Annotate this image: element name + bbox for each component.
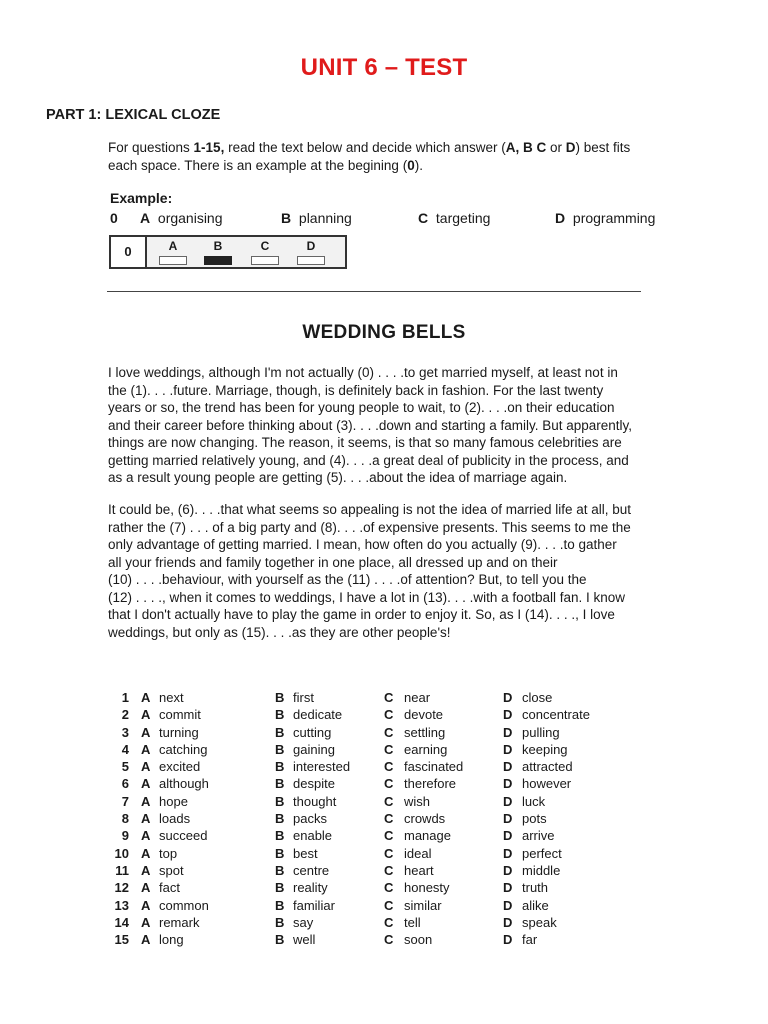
option-letter: A <box>141 897 151 913</box>
option-letter: D <box>503 741 513 757</box>
instr-text: ). <box>414 158 423 173</box>
text-line: the (1). . . .future. Marriage, though, is definitely back in fashion. For the last twenty <box>108 382 604 398</box>
text-line: years or so, the trend has been for young people to wait, to (2). . . .on their education <box>108 400 615 415</box>
text-line: I love weddings, although I'm not actually (0) . . . .to get married myself, at least not in <box>108 365 618 380</box>
option-word: close <box>522 690 553 705</box>
option-word: alike <box>522 897 549 913</box>
question-number: 15 <box>114 932 129 948</box>
option-letter: B <box>275 897 285 913</box>
answer-letter: A <box>168 239 178 253</box>
option-word: middle <box>522 862 561 878</box>
question-number: 4 <box>121 741 129 757</box>
option-word: reality <box>293 880 328 896</box>
option-letter: C <box>384 811 394 827</box>
option-letter: B <box>275 741 285 757</box>
question-number: 13 <box>114 897 129 913</box>
option-word: concentrate <box>522 707 590 723</box>
option-word: well <box>293 932 316 948</box>
example-option-a <box>140 210 223 226</box>
question-number: 11 <box>115 862 129 878</box>
paragraph-1 <box>108 364 648 487</box>
instr-text: For questions <box>108 140 194 155</box>
instr-text: or <box>546 140 566 155</box>
option-word: succeed <box>159 828 208 844</box>
option-word: however <box>522 776 572 792</box>
option-word: speak <box>522 914 557 930</box>
option-letter: B <box>275 759 285 775</box>
question-number: 7 <box>121 793 129 809</box>
option-word: ideal <box>404 845 432 861</box>
option-word: planning <box>298 210 352 226</box>
option-letter: A <box>141 914 151 930</box>
example-option-d <box>555 210 655 226</box>
option-letter: C <box>384 845 394 861</box>
question-number: 14 <box>114 914 129 930</box>
option-letter: B <box>275 793 285 809</box>
option-letter: B <box>275 690 285 705</box>
example-num: 0 <box>110 210 118 226</box>
option-letter: C <box>384 914 394 930</box>
option-letter: C <box>384 707 394 723</box>
example-label: Example: <box>110 190 173 206</box>
instr-bold: D <box>565 140 576 155</box>
option-letter: C <box>384 880 394 896</box>
option-word: near <box>404 690 431 705</box>
option-letter: B <box>281 210 292 226</box>
option-word: therefore <box>404 776 457 792</box>
option-word: targeting <box>435 210 491 226</box>
option-letter: B <box>275 845 285 861</box>
option-word: loads <box>159 811 191 827</box>
option-letter: A <box>141 741 151 757</box>
text-line: (10) . . . .behaviour, with yourself as the (11) . . . .of attention? But, to tell you the <box>108 572 587 587</box>
option-letter: D <box>503 880 513 896</box>
option-letter: B <box>275 776 285 792</box>
option-word: top <box>159 845 178 861</box>
option-letter: D <box>503 811 513 827</box>
text-line: It could be, (6). . . .that what seems so appealing is not the idea of married life at all, but <box>108 502 632 517</box>
instr-text: read the text below and decide which answer ( <box>224 140 506 155</box>
option-word: similar <box>404 897 442 913</box>
page-title: UNIT 6 – TEST <box>300 54 468 81</box>
option-letter: B <box>275 914 285 930</box>
option-letter: C <box>384 741 394 757</box>
option-letter: D <box>503 690 513 705</box>
option-word: luck <box>522 793 546 809</box>
option-letter: B <box>275 880 285 896</box>
option-word: wish <box>404 793 431 809</box>
option-letter: C <box>384 776 394 792</box>
option-letter: D <box>503 759 513 775</box>
option-word: commit <box>159 707 201 723</box>
option-word: organising <box>157 210 223 226</box>
option-letter: A <box>141 690 151 705</box>
option-word: remark <box>159 914 200 930</box>
question-number: 2 <box>121 707 129 723</box>
option-word: centre <box>293 862 330 878</box>
option-word: thought <box>293 793 337 809</box>
option-word: truth <box>522 880 549 896</box>
example-option-b <box>281 210 352 226</box>
option-word: crowds <box>404 811 446 827</box>
text-line: only advantage of getting married. I mean, how often do you actually (9). . . .to gather <box>108 537 617 552</box>
option-word: next <box>159 690 184 705</box>
option-letter: B <box>275 724 285 740</box>
example-number <box>110 210 118 226</box>
option-letter: A <box>141 828 151 844</box>
option-letter: A <box>141 776 151 792</box>
option-letter: D <box>503 897 513 913</box>
option-letter: C <box>384 932 394 948</box>
instructions <box>108 139 648 175</box>
option-letter: C <box>384 897 394 913</box>
option-letter: A <box>141 932 151 948</box>
text-line: that I don't actually have to play the game in order to enjoy it. So, as I (14). . . ., I love <box>108 607 615 622</box>
option-word: programming <box>572 210 656 226</box>
option-letter: C <box>384 759 394 775</box>
divider <box>107 291 641 292</box>
option-letter: D <box>503 862 513 878</box>
option-word: although <box>159 776 209 792</box>
option-letter: D <box>503 707 513 723</box>
instr-text: ) best fits <box>575 140 631 155</box>
text-line: things are now changing. The reason, it seems, is that so many famous celebrities are <box>108 435 622 450</box>
option-word: despite <box>293 776 335 792</box>
option-word: devote <box>404 707 444 723</box>
option-letter: B <box>275 707 285 723</box>
option-letter: B <box>275 828 285 844</box>
text-title: WEDDING BELLS <box>302 322 466 343</box>
option-letter: B <box>275 932 285 948</box>
text-line: as a result young people are getting (5). . . .about the idea of marriage again. <box>108 470 568 485</box>
option-word: best <box>293 845 318 861</box>
option-word: enable <box>293 828 333 844</box>
option-word: perfect <box>522 845 562 861</box>
option-word: fact <box>159 880 180 896</box>
option-word: far <box>522 932 538 948</box>
option-word: say <box>293 914 314 930</box>
instr-bold: 0 <box>407 158 415 173</box>
option-word: cutting <box>293 724 332 740</box>
question-number: 3 <box>121 724 129 740</box>
option-letter: D <box>555 210 566 226</box>
option-word: arrive <box>522 828 555 844</box>
option-word: first <box>293 690 314 705</box>
option-letter: D <box>503 793 513 809</box>
option-letter: A <box>141 880 151 896</box>
answer-option-d <box>297 239 325 265</box>
option-letter: A <box>140 210 151 226</box>
option-letter: C <box>384 828 394 844</box>
option-letter: D <box>503 724 513 740</box>
option-word: catching <box>159 741 208 757</box>
option-word: packs <box>293 811 327 827</box>
option-letter: C <box>384 793 394 809</box>
answer-letter: B <box>213 239 223 253</box>
option-letter: C <box>384 690 394 705</box>
option-letter: B <box>275 862 285 878</box>
answer-letter: D <box>306 239 316 253</box>
option-word: keeping <box>522 741 568 757</box>
question-number: 12 <box>114 880 129 896</box>
option-letter: A <box>141 793 151 809</box>
option-word: spot <box>159 862 184 878</box>
option-word: pulling <box>522 724 560 740</box>
option-letter: A <box>141 724 151 740</box>
option-word: earning <box>404 741 448 757</box>
paragraph-2 <box>108 501 648 641</box>
option-word: settling <box>404 724 446 740</box>
option-word: fascinated <box>404 759 464 775</box>
option-word: pots <box>522 811 547 827</box>
option-letter: D <box>503 914 513 930</box>
option-word: manage <box>404 828 451 844</box>
option-word: turning <box>159 724 199 740</box>
option-word: hope <box>159 793 188 809</box>
text-line: weddings, but only as (15). . . .as they are other people's! <box>108 624 451 640</box>
question-number: 6 <box>121 776 129 792</box>
question-number: 9 <box>121 828 129 844</box>
answer-bubble <box>297 256 325 265</box>
question-number: 1 <box>121 690 129 705</box>
example-option-c <box>418 210 490 226</box>
option-letter: A <box>141 707 151 723</box>
option-word: dedicate <box>293 707 343 723</box>
text-line: and their career before thinking about (3). . . .down and starting a family. But apparently, <box>108 417 633 433</box>
answer-box-number: 0 <box>111 237 147 267</box>
text-line: rather the (7) . . . of a big party and (8). . . .of expensive presents. This seems to me the <box>108 519 631 535</box>
answer-option-a <box>159 239 187 265</box>
option-word: honesty <box>404 880 450 896</box>
option-word: soon <box>404 932 433 948</box>
option-letter: D <box>503 932 513 948</box>
option-word: excited <box>159 759 201 775</box>
answer-option-b <box>204 239 232 265</box>
option-letter: C <box>384 862 394 878</box>
option-word: familiar <box>293 897 335 913</box>
option-word: attracted <box>522 759 573 775</box>
option-letter: A <box>141 862 151 878</box>
instr-bold: A, B C <box>505 140 547 155</box>
option-word: interested <box>293 759 351 775</box>
part-heading: PART 1: LEXICAL CLOZE <box>46 107 221 123</box>
option-letter: D <box>503 845 513 861</box>
option-letter: A <box>141 811 151 827</box>
option-word: common <box>159 897 209 913</box>
text-line: getting married relatively young, and (4). . . .a great deal of publicity in the process, and <box>108 452 629 468</box>
option-word: gaining <box>293 741 335 757</box>
option-word: tell <box>404 914 421 930</box>
answer-bubble <box>159 256 187 265</box>
answer-bubble-filled <box>204 256 232 265</box>
option-letter: C <box>418 210 429 226</box>
answer-bubble <box>251 256 279 265</box>
instr-bold: 1-15, <box>193 140 225 155</box>
question-number: 5 <box>121 759 129 775</box>
option-letter: A <box>141 759 151 775</box>
question-number: 10 <box>114 845 129 861</box>
answer-letter: C <box>260 239 270 253</box>
option-letter: D <box>503 828 513 844</box>
example-answer-box <box>109 235 347 269</box>
option-letter: A <box>141 845 151 861</box>
question-number: 8 <box>121 811 129 827</box>
option-word: heart <box>404 862 434 878</box>
text-line: (12) . . . ., when it comes to weddings, I have a lot in (13). . . .with a football fan. I know <box>108 589 626 605</box>
answer-option-c <box>251 239 279 265</box>
option-letter: D <box>503 776 513 792</box>
text-line: all your friends and family together in one place, all dressed up and on their <box>108 554 558 570</box>
option-letter: C <box>384 724 394 740</box>
option-word: long <box>159 932 184 948</box>
instr-text: each space. There is an example at the begining ( <box>108 158 408 173</box>
option-letter: B <box>275 811 285 827</box>
